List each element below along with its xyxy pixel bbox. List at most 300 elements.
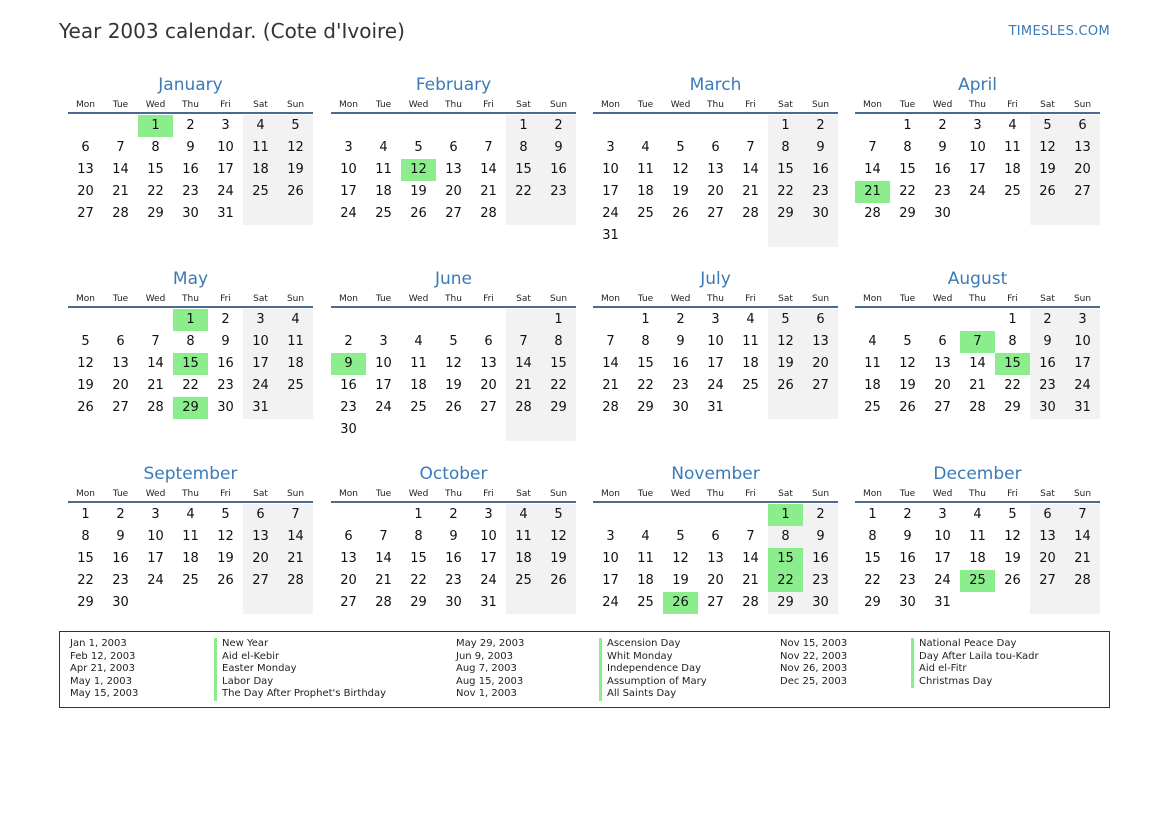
day-cell[interactable]: 28 [1065, 570, 1100, 592]
day-cell[interactable]: 26 [445, 400, 462, 415]
day-cell[interactable]: 14 [969, 356, 986, 371]
day-cell[interactable]: 27 [112, 400, 129, 415]
day-cell[interactable]: 26 [1004, 573, 1021, 588]
day-cell[interactable]: 6 [1030, 504, 1065, 526]
day-cell[interactable]: 30 [934, 206, 951, 221]
day-cell[interactable]: 18 [278, 353, 313, 375]
day-cell[interactable]: 24 [147, 573, 164, 588]
day-cell[interactable]: 19 [77, 378, 94, 393]
day-cell[interactable]: 29 [768, 592, 803, 614]
day-cell[interactable]: 8 [186, 334, 195, 349]
day-cell[interactable]: 10 [707, 334, 724, 349]
day-cell[interactable]: 24 [602, 595, 619, 610]
day-cell[interactable]: 23 [803, 570, 838, 592]
day-cell[interactable]: 28 [147, 400, 164, 415]
day-cell[interactable]: 1 [641, 312, 650, 327]
day-cell[interactable]: 5 [221, 507, 230, 522]
day-cell[interactable]: 22 [1004, 378, 1021, 393]
day-cell[interactable]: 10 [217, 140, 234, 155]
day-cell[interactable]: 6 [803, 309, 838, 331]
day-cell[interactable]: 21 [969, 378, 986, 393]
day-cell[interactable]: 7 [606, 334, 615, 349]
day-cell[interactable]: 26 [768, 375, 803, 397]
day-cell[interactable]: 11 [506, 526, 541, 548]
day-cell[interactable]: 18 [637, 573, 654, 588]
day-cell[interactable]: 9 [903, 529, 912, 544]
day-cell[interactable]: 25 [864, 400, 881, 415]
day-cell[interactable]: 6 [449, 140, 458, 155]
day-cell[interactable]: 3 [711, 312, 720, 327]
day-cell[interactable]: 20 [243, 548, 278, 570]
day-cell[interactable]: 1 [506, 115, 541, 137]
day-cell[interactable]: 12 [899, 356, 916, 371]
day-cell[interactable]: 13 [480, 356, 497, 371]
day-cell[interactable]: 21 [375, 573, 392, 588]
day-cell[interactable]: 21 [742, 184, 759, 199]
day-cell[interactable]: 7 [506, 331, 541, 353]
day-cell[interactable]: 16 [182, 162, 199, 177]
day-cell[interactable]: 12 [445, 356, 462, 371]
day-cell[interactable]: 11 [278, 331, 313, 353]
day-cell[interactable]: 11 [375, 162, 392, 177]
day-cell[interactable]: 4 [243, 115, 278, 137]
day-cell[interactable]: 23 [182, 184, 199, 199]
day-cell[interactable]: 4 [379, 140, 388, 155]
day-cell[interactable]: 20 [445, 184, 462, 199]
day-cell[interactable]: 18 [243, 159, 278, 181]
day-cell[interactable]: 22 [182, 378, 199, 393]
day-cell[interactable]: 21 [602, 378, 619, 393]
day-cell[interactable]: 4 [868, 334, 877, 349]
day-cell[interactable]: 16 [541, 159, 576, 181]
day-cell[interactable]: 17 [375, 378, 392, 393]
day-cell[interactable]: 28 [969, 400, 986, 415]
day-cell[interactable]: 14 [1065, 526, 1100, 548]
day-cell[interactable]: 22 [899, 184, 916, 199]
day-cell[interactable]: 8 [541, 331, 576, 353]
day-cell[interactable]: 30 [899, 595, 916, 610]
day-cell[interactable]: 4 [641, 529, 650, 544]
day-cell[interactable]: 18 [375, 184, 392, 199]
day-cell[interactable]: 24 [340, 206, 357, 221]
day-cell[interactable]: 5 [1030, 115, 1065, 137]
day-cell[interactable]: 15 [637, 356, 654, 371]
day-cell[interactable]: 10 [243, 331, 278, 353]
day-cell[interactable]: 27 [480, 400, 497, 415]
day-cell[interactable]: 8 [506, 137, 541, 159]
day-cell[interactable]: 23 [934, 184, 951, 199]
day-cell[interactable]: 3 [1065, 309, 1100, 331]
day-cell[interactable]: 4 [1008, 118, 1017, 133]
day-cell[interactable]: 15 [768, 159, 803, 181]
day-cell[interactable]: 23 [803, 181, 838, 203]
day-cell[interactable]: 31 [217, 206, 234, 221]
day-cell[interactable]: 11 [410, 356, 427, 371]
day-cell[interactable]: 28 [864, 206, 881, 221]
day-cell[interactable]: 19 [672, 573, 689, 588]
day-cell[interactable]: 24 [480, 573, 497, 588]
day-cell[interactable]: 1 [868, 507, 877, 522]
day-cell[interactable]: 27 [803, 375, 838, 397]
day-cell[interactable]: 24 [707, 378, 724, 393]
day-cell[interactable]: 6 [344, 529, 353, 544]
day-cell[interactable]: 19 [541, 548, 576, 570]
holiday-day-cell[interactable]: 15 [995, 353, 1030, 375]
day-cell[interactable]: 20 [1065, 159, 1100, 181]
day-cell[interactable]: 27 [1065, 181, 1100, 203]
day-cell[interactable]: 14 [742, 162, 759, 177]
day-cell[interactable]: 12 [672, 162, 689, 177]
day-cell[interactable]: 18 [1004, 162, 1021, 177]
holiday-day-cell[interactable]: 25 [960, 570, 995, 592]
day-cell[interactable]: 4 [973, 507, 982, 522]
day-cell[interactable]: 21 [742, 573, 759, 588]
day-cell[interactable]: 8 [81, 529, 90, 544]
day-cell[interactable]: 5 [676, 529, 685, 544]
day-cell[interactable]: 17 [147, 551, 164, 566]
day-cell[interactable]: 6 [484, 334, 493, 349]
day-cell[interactable]: 25 [506, 570, 541, 592]
day-cell[interactable]: 25 [375, 206, 392, 221]
day-cell[interactable]: 2 [116, 507, 125, 522]
day-cell[interactable]: 23 [899, 573, 916, 588]
day-cell[interactable]: 23 [340, 400, 357, 415]
day-cell[interactable]: 5 [278, 115, 313, 137]
day-cell[interactable]: 3 [221, 118, 230, 133]
day-cell[interactable]: 28 [742, 595, 759, 610]
day-cell[interactable]: 8 [903, 140, 912, 155]
day-cell[interactable]: 1 [768, 115, 803, 137]
day-cell[interactable]: 10 [375, 356, 392, 371]
day-cell[interactable]: 28 [742, 206, 759, 221]
day-cell[interactable]: 11 [637, 162, 654, 177]
day-cell[interactable]: 6 [711, 529, 720, 544]
day-cell[interactable]: 16 [934, 162, 951, 177]
day-cell[interactable]: 16 [1030, 353, 1065, 375]
day-cell[interactable]: 26 [899, 400, 916, 415]
day-cell[interactable]: 14 [147, 356, 164, 371]
day-cell[interactable]: 27 [1030, 570, 1065, 592]
day-cell[interactable]: 21 [506, 375, 541, 397]
day-cell[interactable]: 23 [1030, 375, 1065, 397]
holiday-day-cell[interactable]: 1 [138, 115, 173, 137]
day-cell[interactable]: 14 [278, 526, 313, 548]
day-cell[interactable]: 17 [602, 573, 619, 588]
holiday-day-cell[interactable]: 7 [960, 331, 995, 353]
day-cell[interactable]: 2 [676, 312, 685, 327]
day-cell[interactable]: 18 [182, 551, 199, 566]
day-cell[interactable]: 4 [746, 312, 755, 327]
day-cell[interactable]: 11 [243, 137, 278, 159]
day-cell[interactable]: 28 [506, 397, 541, 419]
day-cell[interactable]: 30 [217, 400, 234, 415]
day-cell[interactable]: 23 [541, 181, 576, 203]
day-cell[interactable]: 12 [1030, 137, 1065, 159]
day-cell[interactable]: 16 [803, 159, 838, 181]
day-cell[interactable]: 1 [903, 118, 912, 133]
day-cell[interactable]: 30 [803, 592, 838, 614]
day-cell[interactable]: 16 [112, 551, 129, 566]
day-cell[interactable]: 29 [637, 400, 654, 415]
day-cell[interactable]: 25 [1004, 184, 1021, 199]
day-cell[interactable]: 20 [340, 573, 357, 588]
day-cell[interactable]: 31 [707, 400, 724, 415]
day-cell[interactable]: 29 [1004, 400, 1021, 415]
day-cell[interactable]: 12 [77, 356, 94, 371]
day-cell[interactable]: 7 [1065, 504, 1100, 526]
day-cell[interactable]: 4 [641, 140, 650, 155]
day-cell[interactable]: 6 [81, 140, 90, 155]
day-cell[interactable]: 11 [969, 529, 986, 544]
day-cell[interactable]: 27 [707, 595, 724, 610]
day-cell[interactable]: 5 [676, 140, 685, 155]
day-cell[interactable]: 30 [445, 595, 462, 610]
day-cell[interactable]: 2 [344, 334, 353, 349]
day-cell[interactable]: 24 [969, 184, 986, 199]
day-cell[interactable]: 31 [480, 595, 497, 610]
day-cell[interactable]: 10 [602, 162, 619, 177]
day-cell[interactable]: 11 [742, 334, 759, 349]
day-cell[interactable]: 13 [243, 526, 278, 548]
day-cell[interactable]: 23 [445, 573, 462, 588]
day-cell[interactable]: 13 [803, 331, 838, 353]
day-cell[interactable]: 17 [340, 184, 357, 199]
day-cell[interactable]: 12 [768, 331, 803, 353]
day-cell[interactable]: 9 [221, 334, 230, 349]
day-cell[interactable]: 29 [410, 595, 427, 610]
day-cell[interactable]: 16 [445, 551, 462, 566]
holiday-day-cell[interactable]: 29 [173, 397, 208, 419]
day-cell[interactable]: 10 [340, 162, 357, 177]
day-cell[interactable]: 26 [672, 206, 689, 221]
holiday-day-cell[interactable]: 1 [173, 309, 208, 331]
day-cell[interactable]: 2 [938, 118, 947, 133]
day-cell[interactable]: 11 [1004, 140, 1021, 155]
day-cell[interactable]: 5 [903, 334, 912, 349]
day-cell[interactable]: 8 [768, 137, 803, 159]
day-cell[interactable]: 12 [672, 551, 689, 566]
holiday-day-cell[interactable]: 15 [173, 353, 208, 375]
day-cell[interactable]: 30 [803, 203, 838, 225]
day-cell[interactable]: 28 [112, 206, 129, 221]
day-cell[interactable]: 22 [506, 181, 541, 203]
day-cell[interactable]: 6 [243, 504, 278, 526]
day-cell[interactable]: 20 [803, 353, 838, 375]
day-cell[interactable]: 26 [541, 570, 576, 592]
day-cell[interactable]: 13 [934, 356, 951, 371]
day-cell[interactable]: 15 [899, 162, 916, 177]
day-cell[interactable]: 19 [899, 378, 916, 393]
day-cell[interactable]: 31 [934, 595, 951, 610]
day-cell[interactable]: 28 [602, 400, 619, 415]
day-cell[interactable]: 3 [379, 334, 388, 349]
day-cell[interactable]: 12 [541, 526, 576, 548]
day-cell[interactable]: 14 [602, 356, 619, 371]
day-cell[interactable]: 17 [243, 353, 278, 375]
day-cell[interactable]: 14 [375, 551, 392, 566]
day-cell[interactable]: 3 [938, 507, 947, 522]
day-cell[interactable]: 31 [1065, 397, 1100, 419]
day-cell[interactable]: 9 [676, 334, 685, 349]
day-cell[interactable]: 10 [1065, 331, 1100, 353]
day-cell[interactable]: 17 [707, 356, 724, 371]
day-cell[interactable]: 30 [340, 422, 357, 437]
day-cell[interactable]: 29 [77, 595, 94, 610]
day-cell[interactable]: 6 [938, 334, 947, 349]
day-cell[interactable]: 18 [742, 356, 759, 371]
day-cell[interactable]: 8 [1008, 334, 1017, 349]
day-cell[interactable]: 7 [746, 529, 755, 544]
day-cell[interactable]: 14 [112, 162, 129, 177]
day-cell[interactable]: 13 [340, 551, 357, 566]
day-cell[interactable]: 23 [672, 378, 689, 393]
day-cell[interactable]: 4 [414, 334, 423, 349]
day-cell[interactable]: 15 [864, 551, 881, 566]
day-cell[interactable]: 25 [243, 181, 278, 203]
day-cell[interactable]: 23 [217, 378, 234, 393]
day-cell[interactable]: 29 [768, 203, 803, 225]
day-cell[interactable]: 25 [278, 375, 313, 397]
day-cell[interactable]: 28 [375, 595, 392, 610]
day-cell[interactable]: 1 [1008, 312, 1017, 327]
day-cell[interactable]: 31 [602, 228, 619, 243]
day-cell[interactable]: 30 [1030, 397, 1065, 419]
day-cell[interactable]: 23 [112, 573, 129, 588]
day-cell[interactable]: 3 [243, 309, 278, 331]
day-cell[interactable]: 6 [711, 140, 720, 155]
day-cell[interactable]: 15 [147, 162, 164, 177]
day-cell[interactable]: 15 [410, 551, 427, 566]
holiday-day-cell[interactable]: 1 [768, 504, 803, 526]
day-cell[interactable]: 2 [186, 118, 195, 133]
day-cell[interactable]: 13 [445, 162, 462, 177]
day-cell[interactable]: 25 [410, 400, 427, 415]
day-cell[interactable]: 27 [243, 570, 278, 592]
holiday-day-cell[interactable]: 22 [768, 570, 803, 592]
day-cell[interactable]: 28 [480, 206, 497, 221]
day-cell[interactable]: 2 [803, 115, 838, 137]
day-cell[interactable]: 29 [899, 206, 916, 221]
day-cell[interactable]: 29 [864, 595, 881, 610]
day-cell[interactable]: 16 [899, 551, 916, 566]
day-cell[interactable]: 15 [541, 353, 576, 375]
day-cell[interactable]: 9 [449, 529, 458, 544]
day-cell[interactable]: 24 [375, 400, 392, 415]
day-cell[interactable]: 22 [541, 375, 576, 397]
day-cell[interactable]: 13 [707, 162, 724, 177]
day-cell[interactable]: 2 [903, 507, 912, 522]
day-cell[interactable]: 20 [77, 184, 94, 199]
day-cell[interactable]: 27 [707, 206, 724, 221]
day-cell[interactable]: 21 [278, 548, 313, 570]
day-cell[interactable]: 2 [449, 507, 458, 522]
day-cell[interactable]: 10 [602, 551, 619, 566]
day-cell[interactable]: 24 [602, 206, 619, 221]
day-cell[interactable]: 3 [606, 140, 615, 155]
day-cell[interactable]: 3 [151, 507, 160, 522]
day-cell[interactable]: 25 [742, 378, 759, 393]
holiday-day-cell[interactable]: 21 [855, 181, 890, 203]
day-cell[interactable]: 12 [278, 137, 313, 159]
holiday-day-cell[interactable]: 26 [663, 592, 698, 614]
day-cell[interactable]: 17 [480, 551, 497, 566]
day-cell[interactable]: 13 [1065, 137, 1100, 159]
day-cell[interactable]: 18 [969, 551, 986, 566]
day-cell[interactable]: 22 [864, 573, 881, 588]
holiday-day-cell[interactable]: 9 [331, 353, 366, 375]
day-cell[interactable]: 24 [1065, 375, 1100, 397]
day-cell[interactable]: 19 [1004, 551, 1021, 566]
day-cell[interactable]: 25 [637, 595, 654, 610]
day-cell[interactable]: 8 [151, 140, 160, 155]
day-cell[interactable]: 9 [541, 137, 576, 159]
day-cell[interactable]: 18 [637, 184, 654, 199]
day-cell[interactable]: 20 [1030, 548, 1065, 570]
day-cell[interactable]: 2 [1030, 309, 1065, 331]
day-cell[interactable]: 15 [77, 551, 94, 566]
day-cell[interactable]: 10 [147, 529, 164, 544]
day-cell[interactable]: 20 [934, 378, 951, 393]
day-cell[interactable]: 19 [445, 378, 462, 393]
day-cell[interactable]: 2 [803, 504, 838, 526]
day-cell[interactable]: 27 [340, 595, 357, 610]
day-cell[interactable]: 8 [641, 334, 650, 349]
day-cell[interactable]: 11 [864, 356, 881, 371]
day-cell[interactable]: 19 [768, 353, 803, 375]
day-cell[interactable]: 1 [541, 309, 576, 331]
day-cell[interactable]: 7 [278, 504, 313, 526]
day-cell[interactable]: 17 [969, 162, 986, 177]
day-cell[interactable]: 10 [480, 529, 497, 544]
day-cell[interactable]: 5 [449, 334, 458, 349]
day-cell[interactable]: 11 [182, 529, 199, 544]
day-cell[interactable]: 22 [147, 184, 164, 199]
day-cell[interactable]: 19 [672, 184, 689, 199]
day-cell[interactable]: 24 [217, 184, 234, 199]
day-cell[interactable]: 5 [1008, 507, 1017, 522]
day-cell[interactable]: 6 [1065, 115, 1100, 137]
day-cell[interactable]: 10 [969, 140, 986, 155]
day-cell[interactable]: 28 [278, 570, 313, 592]
day-cell[interactable]: 14 [480, 162, 497, 177]
day-cell[interactable]: 5 [81, 334, 90, 349]
day-cell[interactable]: 15 [506, 159, 541, 181]
day-cell[interactable]: 21 [147, 378, 164, 393]
day-cell[interactable]: 4 [186, 507, 195, 522]
day-cell[interactable]: 24 [243, 375, 278, 397]
day-cell[interactable]: 22 [768, 181, 803, 203]
day-cell[interactable]: 27 [934, 400, 951, 415]
day-cell[interactable]: 17 [217, 162, 234, 177]
day-cell[interactable]: 22 [637, 378, 654, 393]
day-cell[interactable]: 7 [379, 529, 388, 544]
day-cell[interactable]: 18 [410, 378, 427, 393]
day-cell[interactable]: 7 [746, 140, 755, 155]
day-cell[interactable]: 13 [1030, 526, 1065, 548]
day-cell[interactable]: 19 [410, 184, 427, 199]
day-cell[interactable]: 25 [637, 206, 654, 221]
day-cell[interactable]: 21 [480, 184, 497, 199]
day-cell[interactable]: 3 [344, 140, 353, 155]
day-cell[interactable]: 5 [541, 504, 576, 526]
day-cell[interactable]: 18 [864, 378, 881, 393]
day-cell[interactable]: 17 [602, 184, 619, 199]
day-cell[interactable]: 3 [606, 529, 615, 544]
day-cell[interactable]: 4 [506, 504, 541, 526]
day-cell[interactable]: 13 [77, 162, 94, 177]
day-cell[interactable]: 30 [672, 400, 689, 415]
day-cell[interactable]: 14 [742, 551, 759, 566]
